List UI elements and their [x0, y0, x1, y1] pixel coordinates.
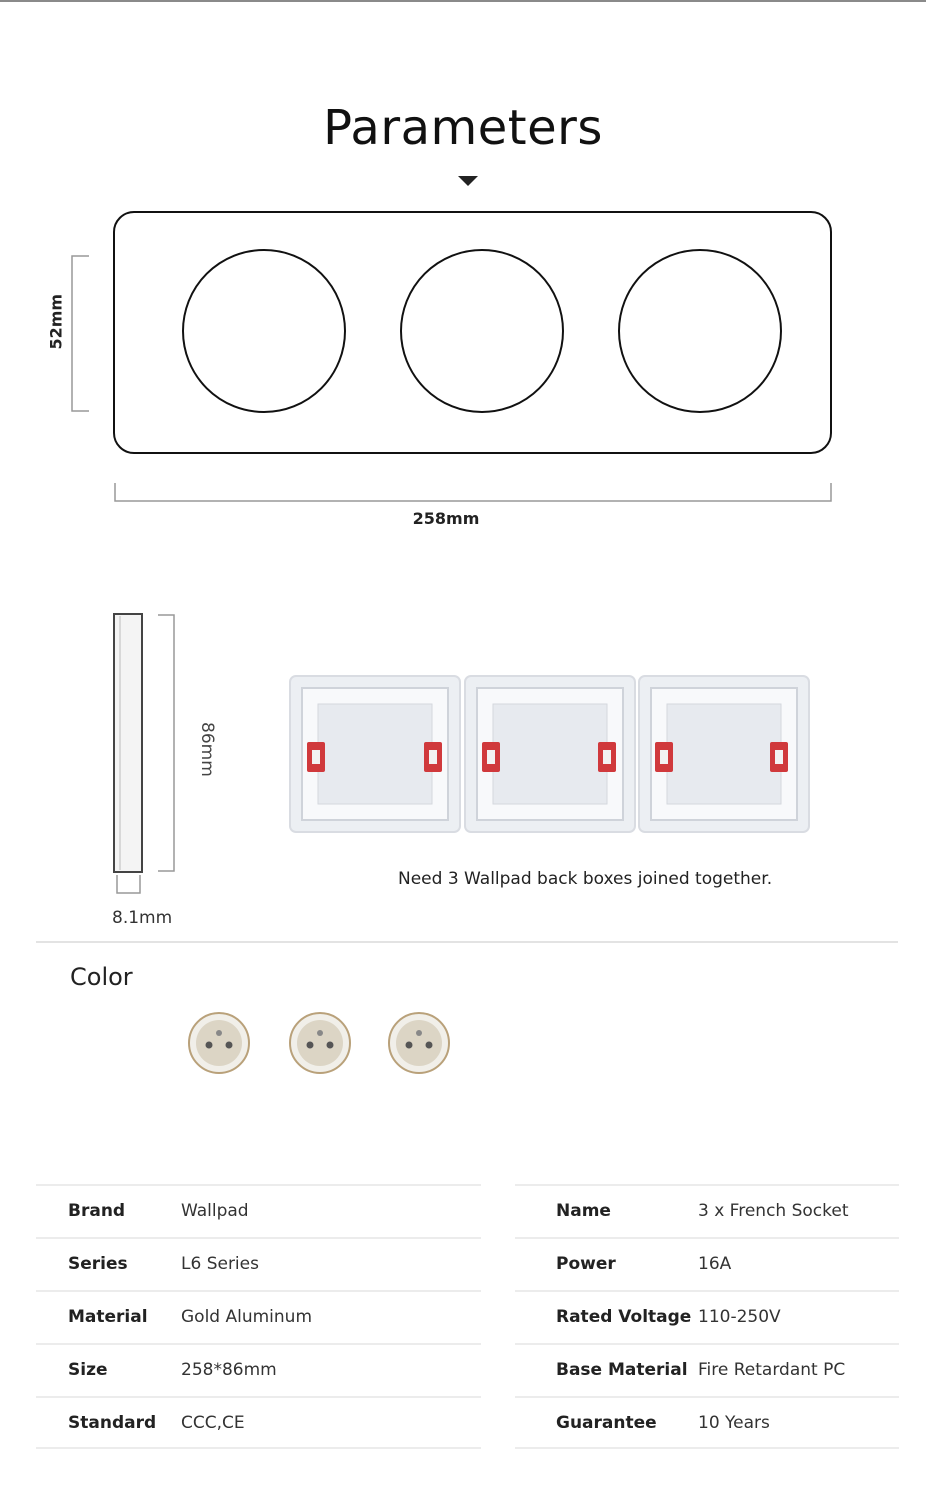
section-divider — [36, 941, 898, 943]
spec-key: Material — [68, 1307, 148, 1327]
backbox-3 — [639, 676, 809, 832]
spec-row — [36, 1396, 481, 1449]
spec-value: Gold Aluminum — [181, 1307, 313, 1327]
spec-row — [36, 1184, 481, 1237]
height-dimension-bracket — [72, 256, 89, 411]
spec-row — [515, 1290, 899, 1343]
spec-value: 110-250V — [698, 1307, 781, 1327]
spec-key: Guarantee — [556, 1413, 657, 1433]
spec-value: CCC,CE — [181, 1413, 245, 1433]
spec-value: 16A — [698, 1254, 732, 1274]
spec-row — [36, 1237, 481, 1290]
spec-row — [515, 1343, 899, 1396]
spec-key: Standard — [68, 1413, 157, 1433]
spec-row — [515, 1237, 899, 1290]
color-heading: Color — [70, 963, 133, 991]
page-title: Parameters — [323, 100, 603, 156]
french-socket-icon-2 — [290, 1013, 350, 1073]
spec-value: Wallpad — [181, 1201, 249, 1221]
french-socket-icon-1 — [189, 1013, 249, 1073]
spec-table-left — [36, 1184, 481, 1449]
side-profile — [114, 614, 174, 893]
french-socket-icon-3 — [389, 1013, 449, 1073]
french-socket-icons — [189, 1013, 449, 1073]
backbox-1 — [290, 676, 460, 832]
thickness-label: 8.1mm — [112, 908, 173, 928]
spec-row — [515, 1396, 899, 1449]
spec-key: Brand — [68, 1201, 126, 1221]
spec-key: Size — [68, 1360, 108, 1380]
spec-row — [36, 1290, 481, 1343]
spec-row — [36, 1343, 481, 1396]
spec-value: 3 x French Socket — [698, 1201, 849, 1221]
spec-key: Series — [68, 1254, 128, 1274]
backbox-caption: Need 3 Wallpad back boxes joined together. — [398, 869, 773, 889]
spec-key: Power — [556, 1254, 616, 1274]
width-dimension-bracket — [115, 483, 831, 501]
spec-value: 10 Years — [698, 1413, 770, 1433]
spec-value: Fire Retardant PC — [698, 1360, 846, 1380]
spec-row — [515, 1184, 899, 1237]
front-outline — [114, 212, 831, 453]
spec-table-right — [515, 1184, 899, 1449]
width-dimension-label: 258mm — [412, 509, 480, 528]
backbox-illustration — [290, 676, 809, 832]
spec-key: Name — [556, 1201, 611, 1221]
spec-value: L6 Series — [181, 1254, 259, 1274]
spec-key: Rated Voltage — [556, 1307, 692, 1327]
spec-key: Base Material — [556, 1360, 688, 1380]
spec-value: 258*86mm — [181, 1360, 277, 1380]
depth-height-label: 86mm — [197, 722, 217, 777]
backbox-2 — [465, 676, 635, 832]
height-dimension-label: 52mm — [46, 293, 66, 350]
